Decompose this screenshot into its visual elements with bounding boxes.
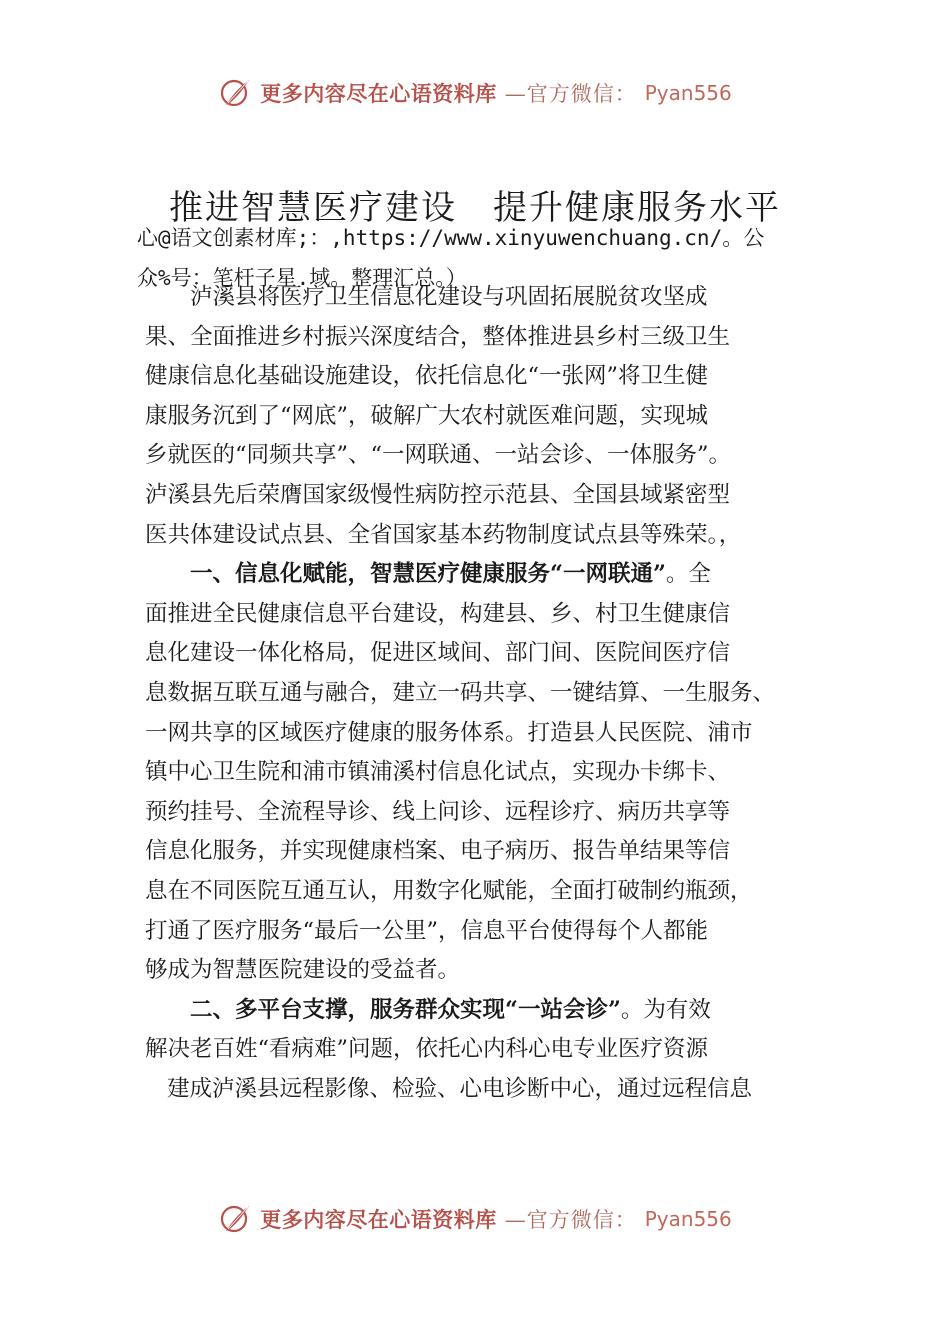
watermark-sub-text: —官方微信： (504, 82, 637, 106)
paragraph-line: 息在不同医院互通互认，用数字化赋能，全面打破制约瓶颈， (145, 877, 753, 904)
watermark-banner-bottom (0, 1202, 950, 1236)
watermark-wechat-id: Pyan556 (644, 81, 732, 105)
paragraph-line: 信息化服务，并实现健康档案、电子病历、报告单结果等信 (145, 838, 731, 865)
section-1-heading: 一、信息化赋能，智慧医疗健康服务“一网联通” (190, 561, 666, 588)
paragraph-line: 泸溪县将医疗卫生信息化建设与巩固拓展脱贫攻坚成 (190, 284, 708, 310)
paragraph-line: 够成为智慧医院建设的受益者。 (145, 957, 461, 984)
quill-logo-icon (218, 1202, 252, 1236)
paragraph-line: 息数据互联互通与融合，建立一码共享、一键结算、一生服务、 (145, 679, 776, 706)
document-title: 推进智慧医疗建设 提升健康服务水平 (169, 188, 781, 228)
watermark-wechat-id: Pyan556 (644, 1207, 732, 1231)
watermark-main-text: 更多内容尽在心语资料库 (260, 1207, 497, 1232)
paragraph-line: 建成泸溪县远程影像、检验、心电诊断中心，通过远程信息 (167, 1075, 753, 1102)
paragraph-line: 预约挂号、全流程导诊、线上问诊、远程诊疗、病历共享等 (145, 798, 731, 825)
paragraph-line: 果、全面推进乡村振兴深度结合，整体推进县乡村三级卫生 (145, 323, 731, 350)
paragraph-line: 面推进全民健康信息平台建设，构建县、乡、村卫生健康信 (145, 600, 731, 627)
paragraph-line: 镇中心卫生院和浦市镇浦溪村信息化试点，实现办卡绑卡、 (145, 759, 731, 786)
document-body (145, 278, 850, 1109)
quill-logo-icon (218, 76, 252, 110)
watermark-sub-text: —官方微信： (504, 1208, 637, 1232)
section-1-first-line (145, 555, 850, 595)
section-2-first-line (145, 991, 850, 1031)
watermark-banner-top (0, 76, 950, 110)
paragraph-line: 健康信息化基础设施建设，依托信息化“一张网”将卫生健 (145, 363, 709, 390)
paragraph-line: 医共体建设试点县、全省国家基本药物制度试点县等殊荣。， (145, 521, 742, 548)
paragraph-line: 息化建设一体化格局，促进区域间、部门间、医院间医疗信 (145, 640, 731, 667)
section-1-first-tail: 。全 (665, 561, 711, 588)
paragraph-line: 康服务沉到了“网底”，破解广大农村就医难问题，实现城 (145, 402, 709, 429)
paragraph-line: 解决老百姓“看病难”问题，依托心内科心电专业医疗资源 (145, 1036, 709, 1063)
paragraph-line: 乡就医的“同频共享”、“一网联通、一站会诊、一体服务”。 (145, 442, 732, 469)
paragraph-line: 一网共享的区域医疗健康的服务体系。打造县人民医院、浦市 (145, 719, 753, 746)
paragraph-line: 泸溪县先后荣膺国家级慢性病防控示范县、全国县域紧密型 (145, 481, 731, 508)
watermark-main-text: 更多内容尽在心语资料库 (260, 81, 497, 106)
paragraph-line: 打通了医疗服务“最后一公里”，信息平台使得每个人都能 (145, 917, 709, 944)
section-2-first-tail: 。为有效 (620, 996, 711, 1023)
source-line: 众%号：笔杆子星.域。整理汇总。） (137, 265, 467, 290)
source-line: 心@语文创素材库;：,https://www.xinyuwenchuang.cn/。公 (137, 226, 765, 250)
section-2-heading: 二、多平台支撑，服务群众实现“一站会诊” (190, 996, 621, 1023)
